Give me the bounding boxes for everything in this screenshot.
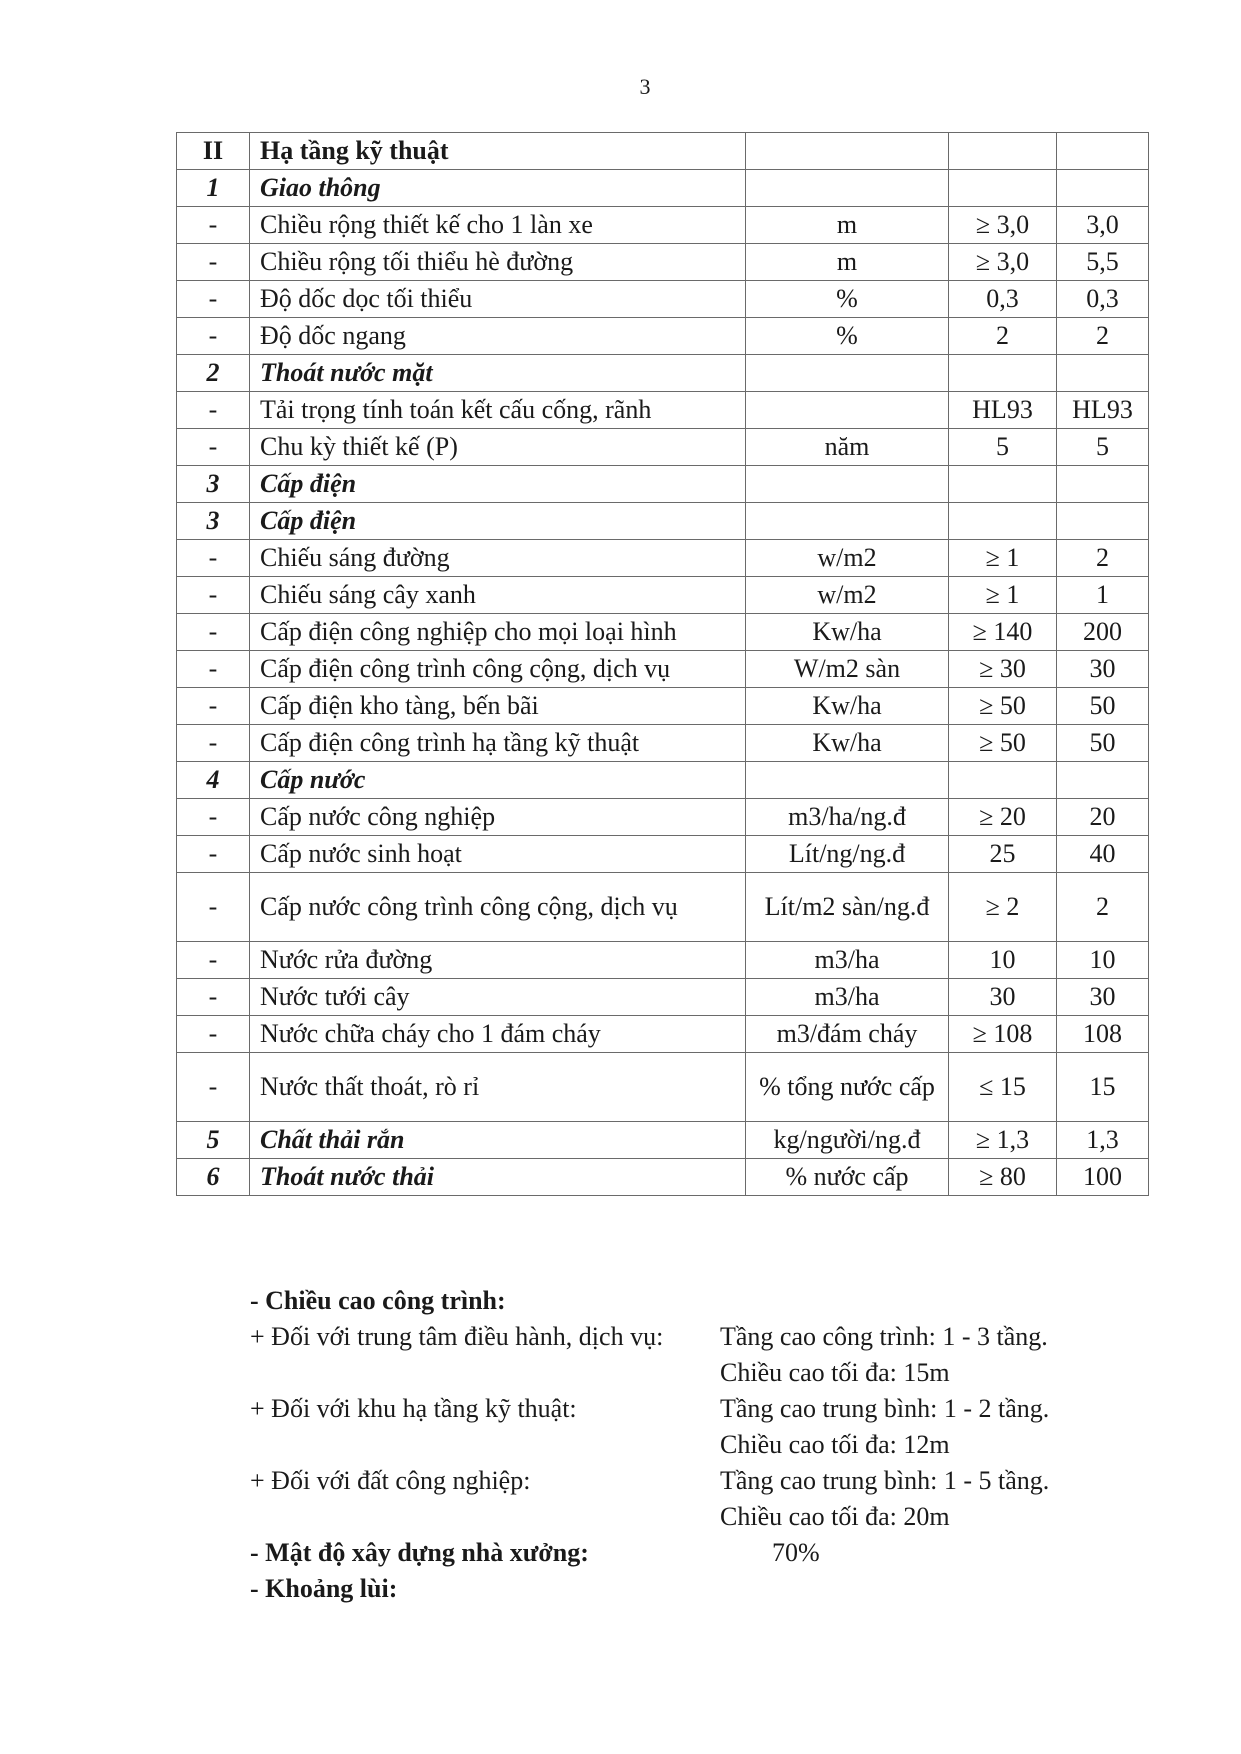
standard-value-cell: 25 xyxy=(949,836,1057,873)
note-row-center-max xyxy=(250,1355,1150,1391)
standard-value-cell: ≥ 30 xyxy=(949,651,1057,688)
row-number-cell: - xyxy=(177,799,250,836)
row-number-cell: 6 xyxy=(177,1159,250,1196)
unit-cell xyxy=(746,466,949,503)
row-number-cell: - xyxy=(177,1053,250,1122)
plan-value-cell: 50 xyxy=(1057,688,1149,725)
item-name-cell: Cấp điện kho tàng, bến bãi xyxy=(250,688,746,725)
item-name-cell: Chiều rộng tối thiểu hè đường xyxy=(250,244,746,281)
plan-value-cell: 2 xyxy=(1057,540,1149,577)
row-number-cell: - xyxy=(177,979,250,1016)
item-name-cell: Thoát nước thải xyxy=(250,1159,746,1196)
table-row xyxy=(177,651,1149,688)
row-number-cell: - xyxy=(177,836,250,873)
plan-value-cell: 5 xyxy=(1057,429,1149,466)
standard-value-cell xyxy=(949,503,1057,540)
note-row-industrial-max xyxy=(250,1499,1150,1535)
item-name-cell: Hạ tầng kỹ thuật xyxy=(250,133,746,170)
plan-value-cell: 0,3 xyxy=(1057,281,1149,318)
unit-cell: m3/ha xyxy=(746,979,949,1016)
table-row xyxy=(177,1016,1149,1053)
item-name-cell: Chiều rộng thiết kế cho 1 làn xe xyxy=(250,207,746,244)
table-row xyxy=(177,979,1149,1016)
note-row-center xyxy=(250,1319,1150,1355)
unit-cell xyxy=(746,762,949,799)
unit-cell: m xyxy=(746,207,949,244)
standard-value-cell: ≥ 20 xyxy=(949,799,1057,836)
item-name-cell: Chiếu sáng cây xanh xyxy=(250,577,746,614)
row-number-cell: - xyxy=(177,429,250,466)
table-row xyxy=(177,762,1149,799)
center-label: + Đối với trung tâm điều hành, dịch vụ: xyxy=(250,1322,664,1351)
plan-value-cell: HL93 xyxy=(1057,392,1149,429)
standard-value-cell: ≥ 80 xyxy=(949,1159,1057,1196)
unit-cell: % tổng nước cấp xyxy=(746,1053,949,1122)
standard-value-cell: 2 xyxy=(949,318,1057,355)
item-name-cell: Cấp điện xyxy=(250,466,746,503)
table-row xyxy=(177,614,1149,651)
infra-floors: Tầng cao trung bình: 1 - 2 tầng. xyxy=(720,1394,1050,1423)
table-row xyxy=(177,942,1149,979)
plan-value-cell: 108 xyxy=(1057,1016,1149,1053)
plan-value-cell: 30 xyxy=(1057,651,1149,688)
standard-value-cell: ≥ 3,0 xyxy=(949,207,1057,244)
unit-cell xyxy=(746,503,949,540)
table-row xyxy=(177,244,1149,281)
table-row xyxy=(177,1053,1149,1122)
plan-value-cell: 2 xyxy=(1057,873,1149,942)
plan-value-cell: 1,3 xyxy=(1057,1122,1149,1159)
unit-cell: Kw/ha xyxy=(746,614,949,651)
table-row xyxy=(177,836,1149,873)
plan-value-cell: 1 xyxy=(1057,577,1149,614)
row-number-cell: II xyxy=(177,133,250,170)
item-name-cell: Cấp điện công trình công cộng, dịch vụ xyxy=(250,651,746,688)
standard-value-cell xyxy=(949,762,1057,799)
unit-cell: W/m2 sàn xyxy=(746,651,949,688)
table-row xyxy=(177,503,1149,540)
technical-spec-table xyxy=(176,132,1149,1196)
row-number-cell: 3 xyxy=(177,503,250,540)
plan-value-cell xyxy=(1057,133,1149,170)
plan-value-cell: 200 xyxy=(1057,614,1149,651)
table-row xyxy=(177,207,1149,244)
plan-value-cell xyxy=(1057,170,1149,207)
unit-cell xyxy=(746,355,949,392)
table-row xyxy=(177,1122,1149,1159)
row-number-cell: - xyxy=(177,244,250,281)
row-number-cell: - xyxy=(177,651,250,688)
unit-cell: m3/ha/ng.đ xyxy=(746,799,949,836)
table-row xyxy=(177,577,1149,614)
plan-value-cell: 3,0 xyxy=(1057,207,1149,244)
row-number-cell: 1 xyxy=(177,170,250,207)
note-row-industrial xyxy=(250,1463,1150,1499)
item-name-cell: Cấp nước công nghiệp xyxy=(250,799,746,836)
item-name-cell: Độ dốc dọc tối thiểu xyxy=(250,281,746,318)
unit-cell: Kw/ha xyxy=(746,725,949,762)
item-name-cell: Nước rửa đường xyxy=(250,942,746,979)
row-number-cell: - xyxy=(177,688,250,725)
unit-cell: Lít/m2 sàn/ng.đ xyxy=(746,873,949,942)
center-floors: Tầng cao công trình: 1 - 3 tầng. xyxy=(720,1322,1048,1351)
unit-cell xyxy=(746,133,949,170)
infra-max-height: Chiều cao tối đa: 12m xyxy=(720,1430,950,1459)
plan-value-cell: 2 xyxy=(1057,318,1149,355)
item-name-cell: Cấp nước xyxy=(250,762,746,799)
setback-label: - Khoảng lùi: xyxy=(250,1574,398,1603)
industrial-max-height: Chiều cao tối đa: 20m xyxy=(720,1502,950,1531)
standard-value-cell: ≥ 50 xyxy=(949,688,1057,725)
standard-value-cell: 5 xyxy=(949,429,1057,466)
table-row xyxy=(177,688,1149,725)
row-number-cell: 5 xyxy=(177,1122,250,1159)
note-row-infra xyxy=(250,1391,1150,1427)
table-row xyxy=(177,466,1149,503)
item-name-cell: Chiếu sáng đường xyxy=(250,540,746,577)
page-number: 3 xyxy=(639,74,651,99)
row-number-cell: - xyxy=(177,540,250,577)
unit-cell: % xyxy=(746,318,949,355)
item-name-cell: Chu kỳ thiết kế (P) xyxy=(250,429,746,466)
unit-cell: Lít/ng/ng.đ xyxy=(746,836,949,873)
unit-cell: % nước cấp xyxy=(746,1159,949,1196)
item-name-cell: Cấp nước sinh hoạt xyxy=(250,836,746,873)
plan-value-cell xyxy=(1057,503,1149,540)
row-number-cell: - xyxy=(177,1016,250,1053)
standard-value-cell: ≥ 1,3 xyxy=(949,1122,1057,1159)
standard-value-cell: ≥ 140 xyxy=(949,614,1057,651)
note-row-density xyxy=(250,1535,1150,1571)
infra-label: + Đối với khu hạ tầng kỹ thuật: xyxy=(250,1394,577,1423)
row-number-cell: 2 xyxy=(177,355,250,392)
item-name-cell: Cấp điện công nghiệp cho mọi loại hình xyxy=(250,614,746,651)
item-name-cell: Nước tưới cây xyxy=(250,979,746,1016)
standard-value-cell xyxy=(949,170,1057,207)
row-number-cell: - xyxy=(177,577,250,614)
standard-value-cell xyxy=(949,355,1057,392)
row-number-cell: 4 xyxy=(177,762,250,799)
table-row xyxy=(177,318,1149,355)
unit-cell: m3/đám cháy xyxy=(746,1016,949,1053)
density-label: - Mật độ xây dựng nhà xưởng: xyxy=(250,1538,589,1567)
table-row xyxy=(177,392,1149,429)
standard-value-cell: 0,3 xyxy=(949,281,1057,318)
standard-value-cell xyxy=(949,133,1057,170)
spec-table-body xyxy=(177,133,1149,1196)
unit-cell: % xyxy=(746,281,949,318)
unit-cell: năm xyxy=(746,429,949,466)
table-row xyxy=(177,170,1149,207)
standard-value-cell: ≤ 15 xyxy=(949,1053,1057,1122)
table-row xyxy=(177,1159,1149,1196)
industrial-floors: Tầng cao trung bình: 1 - 5 tầng. xyxy=(720,1466,1050,1495)
standard-value-cell xyxy=(949,466,1057,503)
standard-value-cell: ≥ 1 xyxy=(949,577,1057,614)
item-name-cell: Thoát nước mặt xyxy=(250,355,746,392)
plan-value-cell: 100 xyxy=(1057,1159,1149,1196)
standard-value-cell: ≥ 108 xyxy=(949,1016,1057,1053)
unit-cell: m3/ha xyxy=(746,942,949,979)
notes-section xyxy=(250,1283,1150,1607)
unit-cell xyxy=(746,392,949,429)
plan-value-cell xyxy=(1057,466,1149,503)
standard-value-cell: 30 xyxy=(949,979,1057,1016)
row-number-cell: - xyxy=(177,318,250,355)
table-row xyxy=(177,540,1149,577)
item-name-cell: Độ dốc ngang xyxy=(250,318,746,355)
height-title: - Chiều cao công trình: xyxy=(250,1286,506,1315)
item-name-cell: Chất thải rắn xyxy=(250,1122,746,1159)
table-row xyxy=(177,873,1149,942)
industrial-label: + Đối với đất công nghiệp: xyxy=(250,1466,531,1495)
plan-value-cell xyxy=(1057,355,1149,392)
standard-value-cell: ≥ 1 xyxy=(949,540,1057,577)
plan-value-cell: 10 xyxy=(1057,942,1149,979)
item-name-cell: Cấp điện công trình hạ tầng kỹ thuật xyxy=(250,725,746,762)
item-name-cell: Nước chữa cháy cho 1 đám cháy xyxy=(250,1016,746,1053)
unit-cell: Kw/ha xyxy=(746,688,949,725)
plan-value-cell: 50 xyxy=(1057,725,1149,762)
standard-value-cell: ≥ 50 xyxy=(949,725,1057,762)
plan-value-cell: 15 xyxy=(1057,1053,1149,1122)
item-name-cell: Cấp điện xyxy=(250,503,746,540)
note-row-infra-max xyxy=(250,1427,1150,1463)
row-number-cell: - xyxy=(177,725,250,762)
plan-value-cell: 20 xyxy=(1057,799,1149,836)
table-row xyxy=(177,799,1149,836)
plan-value-cell: 5,5 xyxy=(1057,244,1149,281)
standard-value-cell: HL93 xyxy=(949,392,1057,429)
center-max-height: Chiều cao tối đa: 15m xyxy=(720,1358,950,1387)
plan-value-cell: 40 xyxy=(1057,836,1149,873)
unit-cell xyxy=(746,170,949,207)
unit-cell: w/m2 xyxy=(746,577,949,614)
unit-cell: w/m2 xyxy=(746,540,949,577)
standard-value-cell: ≥ 2 xyxy=(949,873,1057,942)
table-row xyxy=(177,133,1149,170)
row-number-cell: - xyxy=(177,281,250,318)
table-row xyxy=(177,429,1149,466)
standard-value-cell: ≥ 3,0 xyxy=(949,244,1057,281)
plan-value-cell: 30 xyxy=(1057,979,1149,1016)
item-name-cell: Nước thất thoát, rò rỉ xyxy=(250,1053,746,1122)
unit-cell: m xyxy=(746,244,949,281)
table-row xyxy=(177,725,1149,762)
row-number-cell: - xyxy=(177,873,250,942)
row-number-cell: - xyxy=(177,614,250,651)
row-number-cell: - xyxy=(177,942,250,979)
standard-value-cell: 10 xyxy=(949,942,1057,979)
row-number-cell: 3 xyxy=(177,466,250,503)
item-name-cell: Tải trọng tính toán kết cấu cống, rãnh xyxy=(250,392,746,429)
unit-cell: kg/người/ng.đ xyxy=(746,1122,949,1159)
plan-value-cell xyxy=(1057,762,1149,799)
table-row xyxy=(177,281,1149,318)
row-number-cell: - xyxy=(177,207,250,244)
table-row xyxy=(177,355,1149,392)
item-name-cell: Giao thông xyxy=(250,170,746,207)
density-value: 70% xyxy=(772,1538,820,1567)
item-name-cell: Cấp nước công trình công cộng, dịch vụ xyxy=(250,873,746,942)
row-number-cell: - xyxy=(177,392,250,429)
